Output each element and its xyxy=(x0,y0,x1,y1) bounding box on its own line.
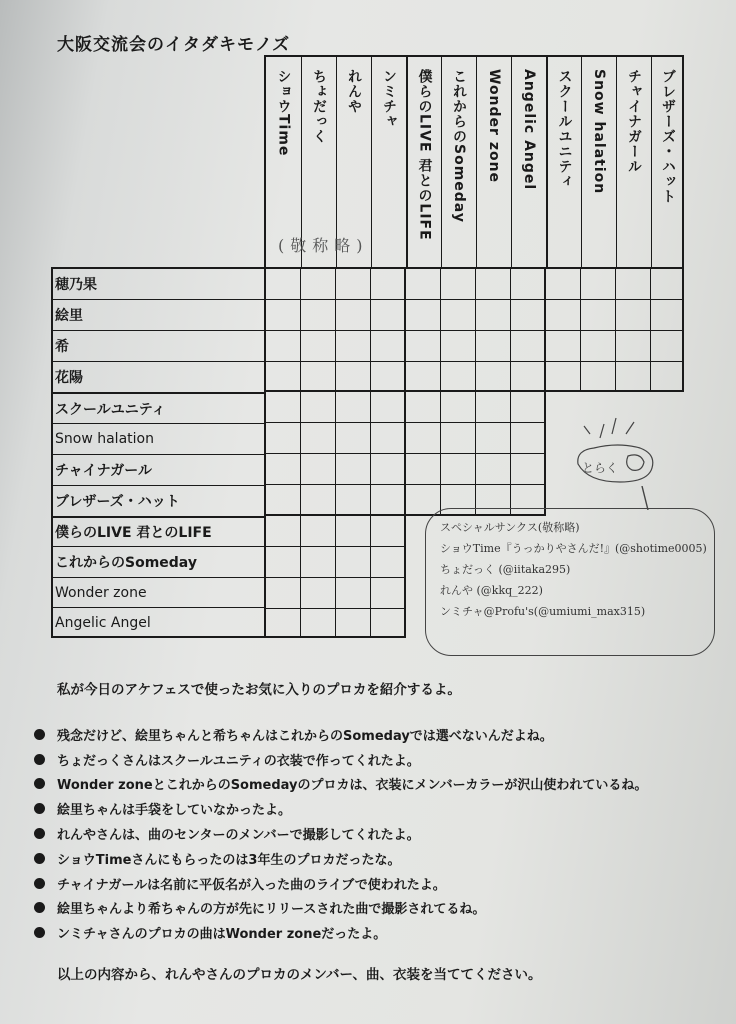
thanks-heading: スペシャルサンクス(敬称略) xyxy=(440,521,580,534)
intro-text: 私が今日のアケフェスで使ったお気に入りのプロカを紹介するよ。 xyxy=(57,682,461,698)
handwritten-note: (敬称略) xyxy=(278,236,369,255)
row-label: Wonder zone xyxy=(51,577,264,607)
bullet-icon xyxy=(34,778,45,789)
column-header: ショウTime xyxy=(275,69,292,157)
bullet-icon xyxy=(34,729,45,740)
mascot-label: とらく xyxy=(582,461,619,475)
column-header: ブレザーズ・ハット xyxy=(651,57,684,267)
question-text: 以上の内容から、れんやさんのプロカのメンバー、曲、衣装を当ててください。 xyxy=(57,967,542,983)
column-header: スクールユニティ xyxy=(546,57,581,267)
bullet-icon xyxy=(34,878,45,889)
row-label: 絵里 xyxy=(51,299,264,330)
grid-block-members-people xyxy=(264,267,406,392)
hint-item: ショウTimeさんにもらったのは3年生のプロカだったな。 xyxy=(34,846,647,871)
row-label: 花陽 xyxy=(51,361,264,392)
hint-item: ンミチャさんのプロカの曲はWonder zoneだったよ。 xyxy=(34,920,647,945)
row-label: 僕らのLIVE 君とのLIFE xyxy=(51,516,264,546)
thanks-line: ちょだっく (@iitaka295) xyxy=(440,563,571,576)
grid-block-costumes-people xyxy=(264,390,406,516)
row-label: Snow halation xyxy=(51,423,264,454)
bullet-icon xyxy=(34,902,45,913)
bubble-tail-icon xyxy=(640,486,650,510)
column-header: Angelic Angel xyxy=(511,57,546,267)
bullet-icon xyxy=(34,754,45,765)
hint-item: ちょだっくさんはスクールユニティの衣装で作ってくれたよ。 xyxy=(34,747,647,772)
thanks-line: ショウTime『うっかりやさんだ!』(@shotime0005) xyxy=(440,542,707,555)
page-title: 大阪交流会のイタダキモノズ xyxy=(57,35,291,55)
bullet-icon xyxy=(34,828,45,839)
row-label: チャイナガール xyxy=(51,454,264,485)
row-label: 穂乃果 xyxy=(55,277,97,293)
hint-item: 残念だけど、絵里ちゃんと希ちゃんはこれからのSomedayでは選べないんだよね。 xyxy=(34,722,647,747)
grid-block-songs-people xyxy=(264,514,406,638)
grid-block-costumes-songs xyxy=(404,390,546,516)
column-header: れんや xyxy=(336,57,371,267)
row-label: ブレザーズ・ハット xyxy=(51,485,264,516)
grid-block-members-songs xyxy=(404,267,546,392)
hint-item: Wonder zoneとこれからのSomedayのプロカは、衣装にメンバーカラーが沢山使われているね。 xyxy=(34,772,647,797)
column-header: Wonder zone xyxy=(476,57,511,267)
bullet-icon xyxy=(34,803,45,814)
grid-block-members-costumes xyxy=(544,267,684,392)
hint-item: 絵里ちゃんより希ちゃんの方が先にリリースされた曲で撮影されてるね。 xyxy=(34,896,647,921)
column-header: これからのSomeday xyxy=(441,57,476,267)
row-label: 希 xyxy=(51,330,264,361)
row-label: これからのSomeday xyxy=(51,546,264,577)
column-header: ちょだっく xyxy=(301,57,336,267)
bullet-icon xyxy=(34,853,45,864)
column-header: チャイナガール xyxy=(616,57,651,267)
hint-item: 絵里ちゃんは手袋をしていなかったよ。 xyxy=(34,796,647,821)
thanks-line: れんや (@kkq_222) xyxy=(440,584,543,597)
row-label: スクールユニティ xyxy=(51,392,264,423)
special-thanks-bubble xyxy=(425,508,715,656)
row-label: Angelic Angel xyxy=(51,607,264,638)
hint-item: チャイナガールは名前に平仮名が入った曲のライブで使われたよ。 xyxy=(34,871,647,896)
hint-item: れんやさんは、曲のセンターのメンバーで撮影してくれたよ。 xyxy=(34,821,647,846)
bullet-icon xyxy=(34,927,45,938)
thanks-line: ンミチャ@Profu's(@umiumi_max315) xyxy=(440,605,646,618)
column-header: Snow halation xyxy=(581,57,616,267)
hint-list xyxy=(34,722,647,945)
tiger-doodle-icon xyxy=(570,412,660,492)
column-header: 僕らのLIVE 君とのLIFE xyxy=(406,57,441,267)
column-header: ンミチャ xyxy=(371,57,406,267)
